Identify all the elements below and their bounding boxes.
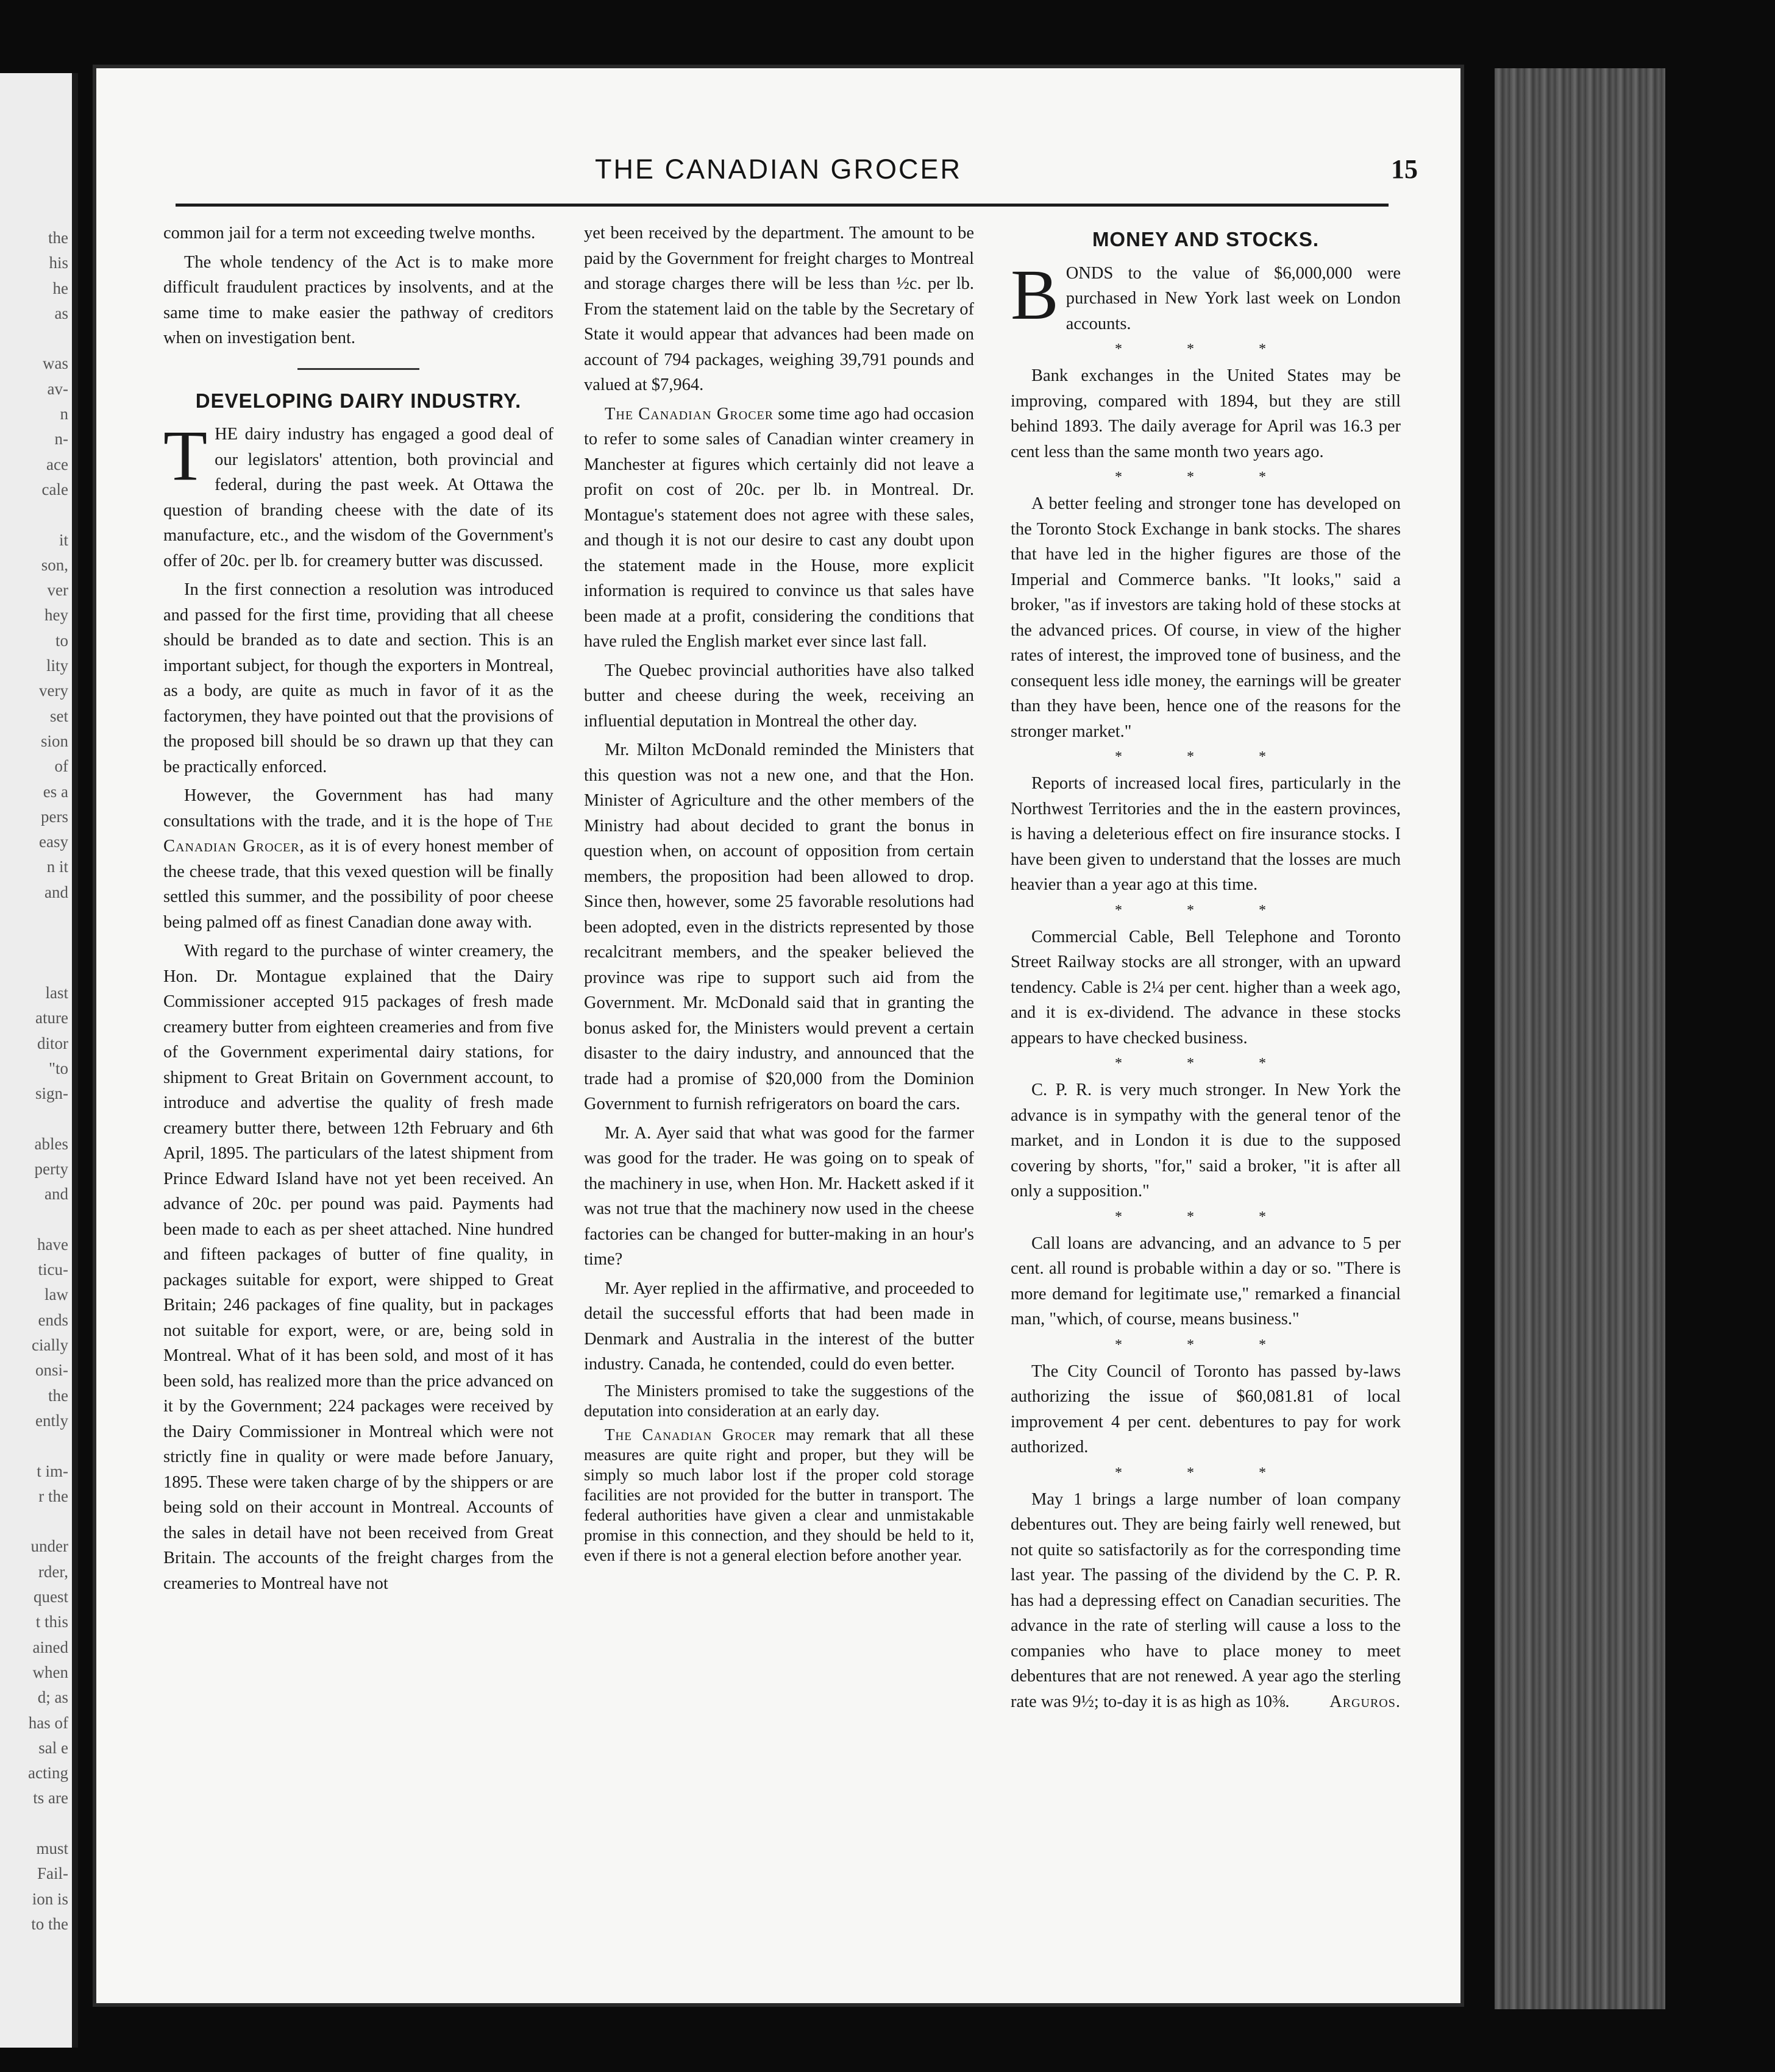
paragraph: The Canadian Grocer some time ago had occasion to refer to some sales of Canadian winter creamery in Manchester at figures which certainly did not leave a profit on cost of 20c. per lb. in Montreal. Dr. Montague's statement does not agree with these sales, and though it is not our desire to cast any doubt upon the statement made in the House, more explicit information is required to convince us that sales have been made at a profit, considering the conditions that have ruled the English market ever since last fall. (584, 404, 974, 651)
paragraph: However, the Government has had many consultations with the trade, and it is the hope of The Canadian Grocer, as it is of every honest member of the cheese trade, that this vexed question will be finally settled this summer, and the possibility of poor cheese being palmed off as finest Canadian done away with. (163, 786, 554, 932)
page-edges (1495, 68, 1665, 2009)
paragraph: BONDS to the value of $6,000,000 were purchased in New York last week on London accounts. (1011, 254, 1401, 335)
paragraph: In the first connection a resolution was introduced and passed for the first time, providing that all cheese should be branded as to date and section. This is an important subject, for though the exporters in Montreal, as a body, are quite as much in favor of it as the factorymen, they have pointed out that the provisions of the proposed bill should be so drawn up that they can be practically enforced. (163, 580, 553, 776)
asterism: * * * (1115, 749, 1297, 765)
publication-name: The Canadian Grocer (163, 811, 554, 856)
paragraph: yet been received by the department. The amount to be paid by the Government for freight charges to Montreal and storage charges there will be less than ½c. per lb. From the statement laid on the table by the Secretary of State it would appear that advances had been made on account of 794 packages, weighing 39,791 pounds and valued at $7,964. (584, 224, 974, 394)
newspaper-page (96, 68, 1460, 2003)
left-page-edge (0, 73, 78, 2048)
paragraph: With regard to the purchase of winter creamery, the Hon. Dr. Montague explained that the Dairy Commissioner accepted 915 packages of fresh made creamery butter from eighteen creameries and from five of the Government experimental dairy stations, for shipment to Great Britain on Government account, to introduce and advertise the quality of fresh made creamery butter there, between 12th February and 6th April, 1895. The particulars of the latest shipment from Prince Edward Island have not yet been received. An advance of 20c. per pound was paid. Payments had been made to each as per sheet attached. Nine hundred and fifteen packages of butter of fine quality, in packages suitable for export, were shipped to Great Britain; 246 packages of fine quality, but in packages not suitable for export, were, or are, being sold in Montreal. What of it has been sold, and most of it has been sold, has realized more than the price advanced on it by the Government; 224 packages were received by the Dairy Commissioner in Montreal which were not strictly fine in quality or were made before January, 1895. These were taken charge of by the shippers or are being sold on their account in Montreal. Accounts of the sales in detail have not been received from Great Britain. The accounts of the freight charges from the creameries to Montreal have not (163, 942, 553, 1593)
asterism: * * * (1115, 1464, 1297, 1481)
page-number: 15 (1391, 154, 1418, 184)
paragraph: common jail for a term not exceeding twelve months. (163, 224, 536, 243)
paragraph: Mr. A. Ayer said that what was good for the farmer was good for the trader. He was going on to speak of the machinery in use, when Hon. Mr. Hackett asked if it was not true that the machinery now used in the cheese factories can be changed for butter-making in an hour's time? (584, 1123, 974, 1269)
paragraph: A better feeling and stronger tone has developed on the Toronto Stock Exchange in bank stocks. The shares that have led in the higher figures are those of the Imperial and Commerce banks. "It looks," said a broker, "as if investors are taking hold of these stocks at the advanced prices. Of course, in view of the higher rates of interest, the improved tone of business, and the consequent less idle money, the earnings will be greater than they have been, hence one of the reasons for the stronger market." (1011, 494, 1401, 741)
author-signature: Arguros. (1329, 1692, 1401, 1711)
asterism: * * * (1115, 902, 1297, 918)
paragraph: The Canadian Grocer may remark that all these measures are quite right and proper, but they will be simply so much labor lost if the proper cold storage facilities are not provided for the butter in transport. The federal authorities have given a clear and unmistakable promise in this connection, and they should be held to it, even if there is not a general election before another year. (584, 1425, 975, 1564)
section-divider (297, 368, 419, 370)
paragraph: THE dairy industry has engaged a good deal of our legislators' attention, both provincial and federal, during the past week. At Ottawa the question of branding cheese with the date of its manufacture, etc., and the wisdom of the Government's offer of 20c. per lb. for creamery butter was discussed. (163, 416, 553, 570)
paragraph: The City Council of Toronto has passed by-laws authorizing the issue of $60,081.81 of local improvement 4 per cent. debentures to pay for work authorized. (1011, 1361, 1401, 1456)
asterism: * * * (1115, 1336, 1297, 1353)
header-rule (176, 204, 1389, 207)
publication-name: The Canadian Grocer (605, 404, 774, 424)
paragraph: The whole tendency of the Act is to make more difficult fraudulent practices by insolvents, and at the same time to make easier the pathway of creditors when on investigation bent. (163, 252, 553, 347)
column-1 (163, 221, 553, 1600)
asterism: * * * (1115, 1208, 1297, 1225)
paragraph: Reports of increased local fires, particularly in the Northwest Territories and the in the eastern provinces, is having a deleterious effect on fire insurance stocks. I have been given to understand that the losses are much heavier than a year ago at this time. (1011, 774, 1401, 894)
drop-cap: B (1011, 254, 1059, 335)
asterism: * * * (1115, 341, 1297, 357)
paragraph: C. P. R. is very much stronger. In New York the advance is in sympathy with the general tenor of the market, and in London it is due to the supposed covering by shorts, "for," said a broker, "it is after all only a supposition." (1011, 1080, 1401, 1201)
paragraph: May 1 brings a large number of loan company debentures out. They are being fairly well renewed, but not quite so satisfactorily as for the corresponding time last year. The passing of the dividend by the C. P. R. has had a depressing effect on Canadian securities. The advance in the rate of sterling will cause a loss to the companies who have to place money to meet debentures that are not renewed. A year ago the sterling rate was 9½; to-day it is as high as 10⅜. Arguros. (1011, 1487, 1401, 1715)
article-heading-money: MONEY AND STOCKS. (1092, 228, 1320, 250)
paragraph: Mr. Milton McDonald reminded the Ministers that this question was not a new one, and that the Hon. Minister of Agriculture and the other members of the Ministry had about decided to grant the bonus in question when, on account of opposition from certain members, the proposition had been allowed to drop. Since then, however, some 25 favorable resolutions had been adopted, even in the districts represented by those recalcitrant members, and the speaker believed the province was ripe to support such aid from the Government. Mr. McDonald said that in granting the bonus asked for, the Ministers would prevent a certain disaster to the dairy industry, and announced that the trade had a promise of $20,000 from the Dominion Government to furnish refrigerators on board the cars. (584, 740, 974, 1113)
left-page-fragments: the his he as was av- n n- ace cale it son, ver hey to lity very set sion of es a pers easy n it and last ature ditor "to sign- ables perty and have ticu- law ends cially onsi- the ently t im- r the under rder, quest t this ained when d; as has of sal e acting ts are must Fail- ion is to the (28, 229, 68, 1933)
column-3 (1011, 221, 1401, 1718)
drop-cap: T (163, 416, 208, 495)
column-2 (584, 221, 974, 1569)
paragraph: Mr. Ayer replied in the affirmative, and proceeded to detail the successful efforts that had been made in Denmark and Australia in the interest of the butter industry. Canada, he contended, could do even better. (584, 1279, 974, 1374)
paragraph: The Ministers promised to take the suggestions of the deputation into consideration at an early day. (584, 1381, 974, 1420)
publication-title: THE CANADIAN GROCER (594, 154, 962, 185)
paragraph: Bank exchanges in the United States may be improving, compared with 1894, but they are still behind 1893. The daily average for April was 16.3 per cent less than the same month two years ago. (1011, 366, 1401, 461)
publication-name: The Canadian Grocer (605, 1425, 777, 1444)
asterism: * * * (1115, 469, 1297, 485)
article-heading-dairy: DEVELOPING DAIRY INDUSTRY. (195, 389, 522, 412)
paragraph: Commercial Cable, Bell Telephone and Toronto Street Railway stocks are all stronger, with an upward tendency. Cable is 2¼ per cent. higher than a week ago, and it is ex-dividend. The advance in these stocks appears to have checked business. (1011, 927, 1401, 1048)
paragraph: Call loans are advancing, and an advance to 5 per cent. all round is probable within a day or so. "There is more demand for legitimate use," remarked a financial man, "which, of course, means business." (1011, 1233, 1401, 1329)
paragraph: The Quebec provincial authorities have also talked butter and cheese during the week, receiving an influential deputation in Montreal the other day. (584, 661, 974, 731)
asterism: * * * (1115, 1056, 1297, 1071)
